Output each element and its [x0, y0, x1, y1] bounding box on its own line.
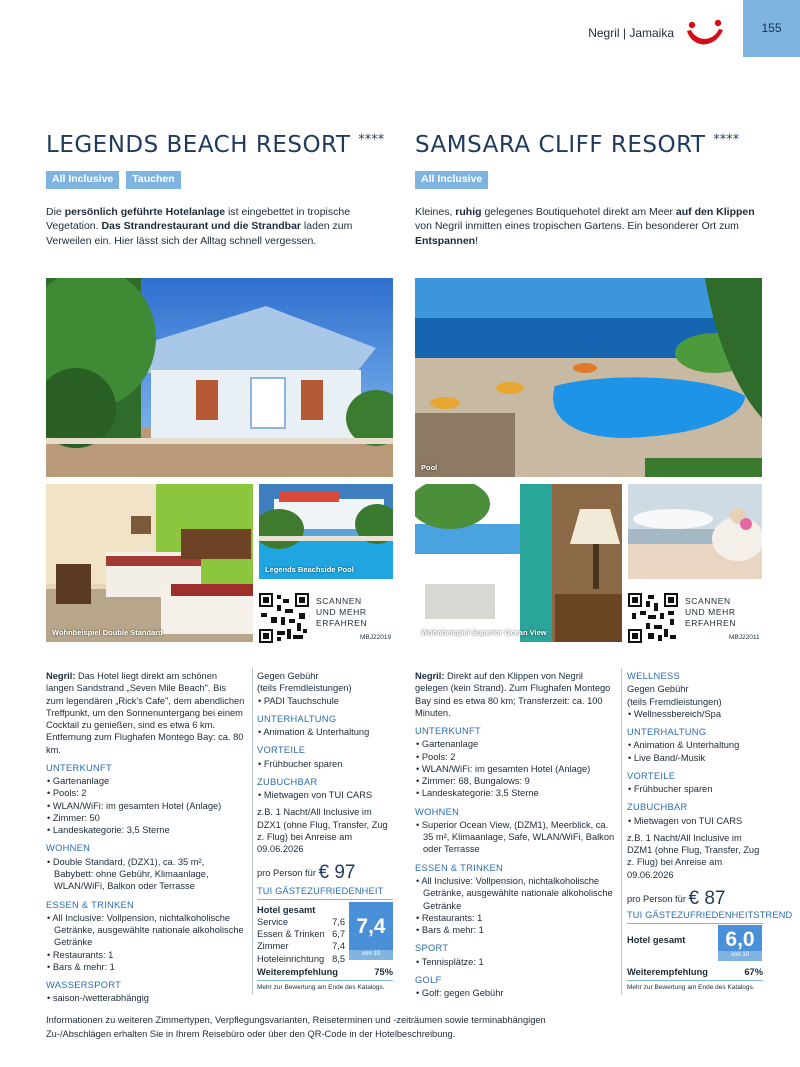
section-heading: ZUBUCHBAR [257, 776, 318, 787]
price-row [257, 860, 395, 885]
scan-line: SCANNEN [685, 596, 731, 606]
scan-line: UND MEHR [685, 607, 736, 618]
rating-label: Zimmer [257, 941, 289, 952]
hotel-title-right [415, 130, 739, 160]
recommendation [627, 966, 763, 978]
rating-row [257, 953, 345, 965]
bullet-item: • Pools: 2 [416, 751, 456, 762]
bullet-item: • Gartenanlage [416, 739, 479, 750]
section-heading: UNTERHALTUNG [257, 713, 337, 724]
intro-text-left [46, 205, 396, 248]
photo-caption: Wohnbeispiel Superior Ocean View [421, 628, 547, 638]
rating-label: Hoteleinrichtung [257, 953, 325, 964]
rating-breakdown [257, 904, 345, 965]
price-note: z.B. 1 Nacht/All Inclusive im DZM1 (ohne Flug, Transfer, Zug z. Flug) bei Anreise am 09.06.2026 [627, 832, 760, 880]
photo-caption: Pool [421, 463, 438, 473]
location-description [415, 670, 615, 719]
bullet-item: • Golf: gegen Gebühr [416, 988, 504, 999]
page-number: 155 [743, 0, 800, 57]
rating-value: 7,6 [332, 917, 345, 928]
bullet-item: • Restaurants: 1 [416, 912, 483, 923]
rating-heading: TUI GÄSTEZUFRIEDENHEIT [257, 886, 384, 896]
bullet-item: • Pools: 2 [47, 788, 87, 799]
column-divider [621, 668, 622, 995]
text-run: Direkt auf den Klippen von Negril gelegen (kein Strand). Zum Flughafen Montego Bay sind es etwa 80 km; Transferzeit: ca. 100 Minuten. [415, 671, 611, 718]
scan-line: ERFAHREN [685, 618, 737, 629]
bullet-item: • Superior Ocean View, (DZM1), Meerblick, ca. 35 m², Klimaanlage, Safe, WLAN/WiFi, Balkon oder Terrasse [416, 819, 615, 855]
recommendation-label: Weiterempfehlung [627, 967, 708, 977]
rating-value: 6,7 [332, 929, 345, 940]
rating-total-label: Hotel gesamt [627, 935, 686, 945]
rating-note: Mehr zur Bewertung am Ende des Katalogs. [257, 984, 385, 991]
column-divider [252, 668, 253, 995]
bullet-item: • Gartenanlage [47, 776, 110, 787]
scan-line: UND MEHR [316, 607, 367, 618]
rating-note: Mehr zur Bewertung am Ende des Katalogs. [627, 984, 755, 991]
rating-rule [627, 980, 763, 981]
bullet-item: • Landeskategorie: 3,5 Sterne [416, 788, 539, 799]
text-run: Das Hotel liegt direkt am schönen langen Sandstrand „Seven Mile Beach". Bis zum legendären „Rick's Cafe", dem abendlichen Treffpunkt, um den Sonnenuntergang bei einem Cocktail zu genießen, sind es etwa 6 km. Entfernung zum Flughafen Montego Bay: ca. 80 km. [46, 671, 245, 755]
text-run: Kleines, [415, 206, 456, 218]
bullet-item: • Zimmer: 68, Bungalows: 9 [416, 776, 530, 787]
rating-rule [257, 899, 393, 900]
tui-logo-icon [684, 18, 726, 50]
footer-note: Informationen zu weiteren Zimmertypen, Verpflegungsvarianten, Reiseterminen und -zeiträumen sowie terminabhängigen Zu-/Abschlägen erhalten Sie in Ihrem Reisebüro oder über den QR-Code in der Hotelbeschreibung. [46, 1015, 546, 1039]
hotel-code: MBJ22011 [729, 634, 760, 641]
scan-hint [685, 596, 736, 629]
bullet-item: • Mietwagen von TUI CARS [628, 815, 743, 826]
tag-all-inclusive: All Inclusive [46, 171, 119, 189]
rating-row [257, 940, 345, 952]
photo-legends-cottage [46, 278, 393, 477]
text-run: gelegenes Boutiquehotel direkt am Meer [481, 206, 676, 218]
bullet-item: • Animation & Unterhaltung [258, 727, 370, 738]
price-label: pro Person für [257, 868, 319, 879]
photo-legends-room [46, 484, 253, 642]
emphasis-text: auf den Klippen [675, 206, 755, 218]
bullet-item: • WLAN/WiFi: im gesamten Hotel (Anlage) [416, 763, 591, 774]
fee-note: (teils Fremdleistungen) [257, 683, 352, 694]
fee-note: (teils Fremdleistungen) [627, 696, 722, 707]
rating-rows [257, 916, 345, 964]
hotel-name: SAMSARA CLIFF RESORT [415, 132, 706, 158]
rating-total-label: Hotel gesamt [257, 905, 316, 915]
rating-score: 7,4 [356, 914, 386, 938]
recommendation-value: 75% [374, 967, 393, 977]
price-row [627, 886, 765, 911]
section-heading: WASSERSPORT [46, 980, 122, 991]
section-heading: ZUBUCHBAR [627, 802, 688, 813]
rating-score: 6,0 [725, 927, 755, 951]
bullet-item: • All Inclusive: Vollpension, nichtalkoholische Getränke, ausgewählte nationale alkoholische Getränke [416, 875, 613, 911]
rating-value: 8,5 [332, 953, 345, 964]
details-column-left [46, 670, 246, 1005]
section-heading: WOHNEN [415, 806, 460, 817]
bullet-item: • All Inclusive: Vollpension, nichtalkoholische Getränke, ausgewählte nationale alkoholische Getränke [47, 912, 244, 948]
scan-hint [316, 596, 367, 629]
star-rating: **** [358, 132, 385, 148]
section-heading: VORTEILE [257, 745, 306, 756]
section-heading: ESSEN & TRINKEN [415, 862, 504, 873]
rating-value: 7,4 [332, 941, 345, 952]
qr-code-icon[interactable] [628, 593, 678, 643]
rating-row [257, 916, 345, 928]
details-column-right [415, 670, 615, 999]
section-heading: SPORT [415, 943, 449, 954]
photo-caption: Legends Beachside Pool [265, 565, 354, 575]
bullet-item: • Wellnessbereich/Spa [628, 708, 722, 719]
bullet-item: • Landeskategorie: 3,5 Sterne [47, 825, 170, 836]
rating-heading: TUI GÄSTEZUFRIEDENHEITSTREND [627, 910, 793, 920]
emphasis-text: persönlich geführte Hotelanlage [64, 206, 226, 218]
bullet-item: • Mietwagen von TUI CARS [258, 790, 373, 801]
price-currency: € [688, 887, 705, 909]
qr-code-icon[interactable] [259, 593, 309, 643]
rating-scale: von 10 [718, 951, 762, 961]
star-rating: **** [713, 132, 740, 148]
text-run: ! [475, 234, 479, 247]
bullet-item: • Animation & Unterhaltung [628, 740, 740, 751]
price-value: 97 [334, 862, 356, 884]
bullet-item: • Tennisplätze: 1 [416, 956, 484, 967]
text-run: laden zum Verweilen ein. Hier lässt sich der Alltag schnell vergessen. [46, 220, 353, 247]
photo-legends-pool [259, 484, 393, 579]
bullet-item: • Zimmer: 50 [47, 812, 100, 823]
scan-line: ERFAHREN [316, 618, 368, 629]
photo-samsara-spa [628, 484, 762, 579]
rating-rule [627, 923, 763, 924]
section-heading: VORTEILE [627, 770, 676, 781]
rating-label: Essen & Trinken [257, 929, 325, 940]
extras-column-right [627, 670, 765, 911]
bullet-item: • Frühbucher sparen [628, 784, 713, 795]
rating-score-badge [718, 925, 762, 961]
emphasis-text: Negril: [415, 671, 445, 681]
photo-samsara-pool [415, 278, 762, 477]
section-heading: GOLF [415, 974, 442, 985]
bullet-item: • Double Standard, (DZX1), ca. 35 m², Babybett: ohne Gebühr, Klimaanlage, WLAN/WiFi, Balkon oder Terrasse [47, 856, 209, 892]
price-currency: € [318, 862, 335, 884]
bullet-item: • PADI Tauchschule [258, 695, 339, 706]
section-heading: WOHNEN [46, 843, 91, 854]
bullet-item: • Restaurants: 1 [47, 949, 114, 960]
tag-tauchen: Tauchen [126, 171, 180, 189]
recommendation [257, 966, 393, 978]
extras-column-left [257, 670, 395, 886]
fee-note: Gegen Gebühr [257, 671, 319, 681]
emphasis-text: Negril: [46, 671, 76, 681]
rating-label: Service [257, 917, 289, 928]
rating-rule [257, 980, 393, 981]
bullet-item: • WLAN/WiFi: im gesamten Hotel (Anlage) [47, 800, 222, 811]
rating-row [257, 928, 345, 940]
price-note: z.B. 1 Nacht/All Inclusive im DZX1 (ohne Flug, Transfer, Zug z. Flug) bei Anreise am 09.06.2026 [257, 807, 388, 855]
recommendation-value: 67% [744, 967, 763, 977]
price-value: 87 [704, 887, 726, 909]
section-heading: UNTERHALTUNG [627, 727, 707, 738]
tag-all-inclusive: All Inclusive [415, 171, 488, 189]
rating-score-badge [349, 902, 393, 960]
emphasis-text: Entspannen [415, 234, 476, 247]
bullet-item: • Bars & mehr: 1 [47, 961, 115, 972]
recommendation-label: Weiterempfehlung [257, 967, 338, 977]
hotel-title-left [46, 130, 384, 160]
emphasis-text: ruhig [455, 206, 482, 218]
tag-list-right [415, 171, 488, 189]
tag-list-left [46, 171, 181, 189]
fee-note: Gegen Gebühr [627, 684, 689, 695]
hotel-name: LEGENDS BEACH RESORT [46, 132, 351, 158]
bullet-item: • Live Band/-Musik [628, 752, 706, 763]
bullet-item: • Bars & mehr: 1 [416, 925, 484, 936]
photo-caption: Wohnbeispiel Double Standard [52, 628, 163, 638]
intro-text-right [415, 205, 765, 248]
text-run: ist eingebettet in tropische Vegetation. [46, 206, 351, 233]
section-heading: WELLNESS [627, 671, 681, 681]
price-label: pro Person für [627, 893, 689, 904]
section-heading: ESSEN & TRINKEN [46, 899, 135, 910]
scan-line: SCANNEN [316, 596, 362, 606]
location-description [46, 670, 246, 756]
emphasis-text: Das Strandrestaurant und die Strandbar [101, 220, 302, 233]
photo-samsara-room [415, 484, 622, 642]
text-run: Die [46, 206, 65, 218]
section-heading: UNTERKUNFT [46, 762, 113, 773]
bullet-item: • Frühbucher sparen [258, 758, 343, 769]
section-heading: UNTERKUNFT [415, 726, 482, 737]
header-location: Negril | Jamaika [588, 26, 674, 40]
bullet-item: • saison-/wetterabhängig [47, 993, 149, 1004]
hotel-code: MBJ22019 [360, 634, 392, 641]
rating-scale: von 10 [349, 950, 393, 960]
text-run: von Negril inmitten eines tropischen Gartens. Ein besonderer Ort zum [415, 220, 739, 233]
